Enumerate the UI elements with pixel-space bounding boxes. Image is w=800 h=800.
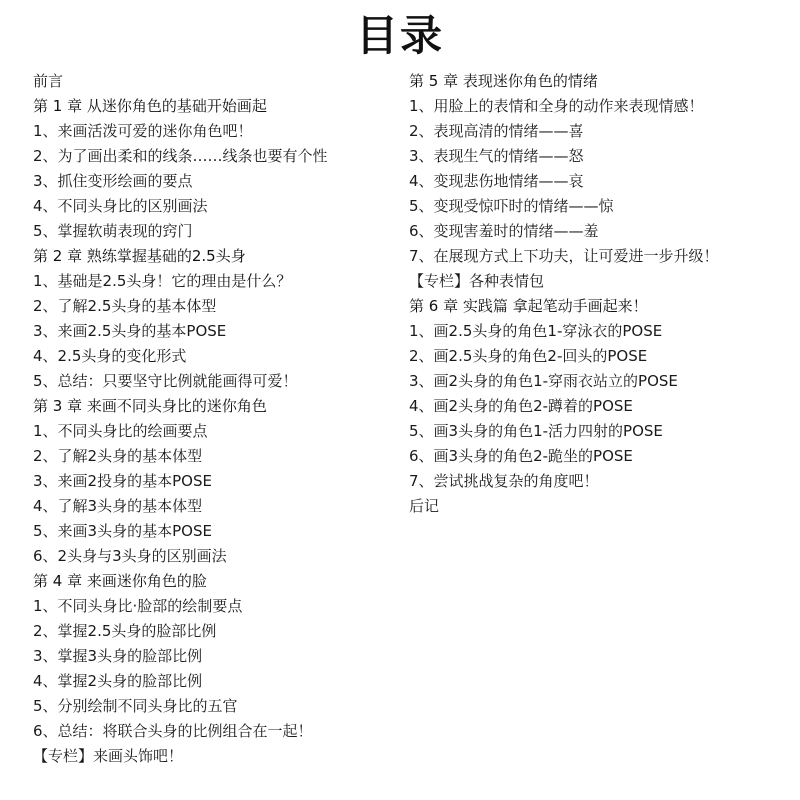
toc-entry: 4、掌握2头身的脸部比例: [33, 672, 203, 690]
toc-column-entry: 【专栏】来画头饰吧！: [33, 747, 184, 765]
toc-entry: 1、基础是2.5头身！它的理由是什么？: [33, 272, 292, 290]
toc-entry-afterword: 后记: [409, 497, 440, 515]
toc-entry-preface: 前言: [33, 72, 64, 90]
toc-entry: 2、为了画出柔和的线条……线条也要有个性: [33, 147, 328, 165]
toc-chapter-6: 第 6 章 实践篇 拿起笔动手画起来！: [409, 297, 648, 315]
toc-entry: 2、表现高清的情绪——喜: [409, 122, 584, 140]
toc-entry: 5、分别绘制不同头身比的五官: [33, 697, 238, 715]
toc-entry: 3、画2头身的角色1-穿雨衣站立的POSE: [409, 372, 678, 390]
page-title: 目录: [355, 11, 444, 60]
toc-chapter-3: 第 3 章 来画不同头身比的迷你角色: [33, 397, 267, 415]
toc-right-column: [409, 69, 794, 519]
toc-entry: 7、尝试挑战复杂的角度吧！: [409, 472, 599, 490]
toc-entry: 6、总结：将联合头身的比例组合在一起！: [33, 722, 313, 740]
toc-entry: 4、画2头身的角色2-蹲着的POSE: [409, 397, 633, 415]
toc-entry: 2、画2.5头身的角色2-回头的POSE: [409, 347, 648, 365]
toc-entry: 1、不同头身比·脸部的绘制要点: [33, 597, 243, 615]
toc-chapter-4: 第 4 章 来画迷你角色的脸: [33, 572, 207, 590]
toc-entry: 3、来画2投身的基本POSE: [33, 472, 212, 490]
toc-entry: 6、变现害羞时的情绪——羞: [409, 222, 599, 240]
toc-entry: 3、来画2.5头身的基本POSE: [33, 322, 227, 340]
toc-entry: 5、掌握软萌表现的窍门: [33, 222, 193, 240]
toc-entry: 3、抓住变形绘画的要点: [33, 172, 193, 190]
toc-column-entry: 【专栏】各种表情包: [409, 272, 545, 290]
toc-chapter-2: 第 2 章 熟练掌握基础的2.5头身: [33, 247, 246, 265]
toc-left-column: [33, 69, 403, 769]
toc-entry: 3、表现生气的情绪——怒: [409, 147, 584, 165]
toc-entry: 3、掌握3头身的脸部比例: [33, 647, 203, 665]
toc-entry: 5、变现受惊吓时的情绪——惊: [409, 197, 614, 215]
toc-entry: 6、画3头身的角色2-跪坐的POSE: [409, 447, 633, 465]
toc-entry: 4、2.5头身的变化形式: [33, 347, 187, 365]
toc-entry: 5、画3头身的角色1-活力四射的POSE: [409, 422, 663, 440]
toc-entry: 1、画2.5头身的角色1-穿泳衣的POSE: [409, 322, 663, 340]
toc-entry: 2、了解2.5头身的基本体型: [33, 297, 217, 315]
toc-entry: 5、总结：只要坚守比例就能画得可爱！: [33, 372, 298, 390]
toc-entry: 1、不同头身比的绘画要点: [33, 422, 208, 440]
toc-entry: 4、了解3头身的基本体型: [33, 497, 203, 515]
toc-entry: 7、在展现方式上下功夫，让可爱进一步升级！: [409, 247, 719, 265]
toc-entry: 4、变现悲伤地情绪——哀: [409, 172, 584, 190]
toc-entry: 1、来画活泼可爱的迷你角色吧！: [33, 122, 253, 140]
toc-entry: 4、不同头身比的区别画法: [33, 197, 208, 215]
toc-entry: 1、用脸上的表情和全身的动作来表现情感！: [409, 97, 704, 115]
toc-entry: 5、来画3头身的基本POSE: [33, 522, 212, 540]
toc-chapter-5: 第 5 章 表现迷你角色的情绪: [409, 72, 598, 90]
toc-entry: 6、2头身与3头身的区别画法: [33, 547, 227, 565]
toc-chapter-1: 第 1 章 从迷你角色的基础开始画起: [33, 97, 267, 115]
toc-entry: 2、了解2头身的基本体型: [33, 447, 203, 465]
toc-entry: 2、掌握2.5头身的脸部比例: [33, 622, 217, 640]
